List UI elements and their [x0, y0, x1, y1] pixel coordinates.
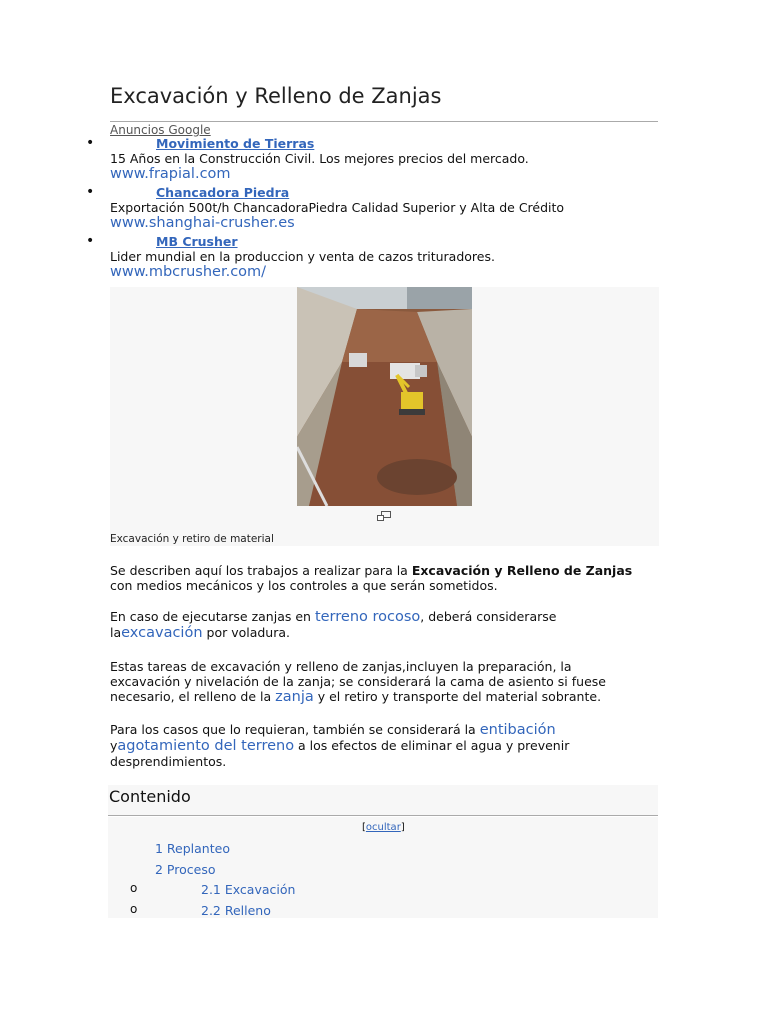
ads-header	[110, 121, 658, 137]
table-of-contents	[108, 817, 658, 918]
figure	[110, 287, 659, 546]
toc-item-excavacion[interactable]: 2.1 Excavación	[201, 882, 296, 897]
toc-toggle: [ocultar]	[362, 822, 405, 833]
link-agotamiento[interactable]: agotamiento del terreno	[117, 738, 295, 754]
ads-header-label[interactable]: Anuncios Google	[110, 123, 211, 137]
text: , deberá considerarse la	[110, 609, 557, 640]
link-entibacion[interactable]: entibación	[479, 722, 556, 738]
page-title: Excavación y Relleno de Zanjas	[110, 84, 442, 108]
text: Estas tareas de excavación y relleno de zanjas,incluyen la preparación, la excavación y nivelación de la zanja; se considerará la cama de asiento si fuese necesario, el relleno de la	[110, 659, 606, 704]
ad-title-link[interactable]: Chancadora Piedra	[156, 185, 290, 200]
text: y	[110, 738, 118, 753]
paragraph	[110, 659, 640, 705]
paragraph	[110, 609, 640, 641]
circle-bullet-icon: o	[130, 881, 138, 895]
paragraph	[110, 563, 640, 593]
text: a los efectos de eliminar el agua y prevenir desprendimientos.	[110, 738, 570, 769]
ad-item	[86, 233, 670, 281]
enlarge-icon[interactable]	[377, 511, 391, 521]
figure-caption: Excavación y retiro de material	[110, 533, 274, 545]
ad-description: 15 Años en la Construcción Civil. Los mejores precios del mercado.	[110, 151, 529, 166]
link-excavacion[interactable]: excavación	[121, 625, 203, 641]
ad-description: Lider mundial en la produccion y venta de cazos trituradores.	[110, 249, 495, 264]
link-terreno-rocoso[interactable]: terreno rocoso	[314, 609, 421, 625]
toc-title: Contenido	[108, 785, 658, 816]
ad-item	[86, 135, 670, 183]
ad-description: Exportación 500t/h ChancadoraPiedra Calidad Superior y Alta de Crédito	[110, 200, 565, 215]
bullet-icon: •	[86, 184, 95, 200]
ad-title-link[interactable]: Movimiento de Tierras	[156, 136, 315, 151]
text: y el retiro y transporte del material sobrante.	[313, 689, 602, 704]
text: En caso de ejecutarse zanjas en	[110, 609, 315, 624]
text: por voladura.	[202, 625, 291, 640]
bullet-icon: •	[86, 135, 95, 151]
ads-list	[86, 135, 670, 283]
ad-item	[86, 184, 670, 232]
ad-url-link[interactable]: www.shanghai-crusher.es	[110, 215, 295, 231]
bullet-icon: •	[86, 233, 95, 249]
paragraph	[110, 722, 640, 769]
bold-text: Excavación y Relleno de Zanjas	[411, 563, 633, 578]
link-zanja[interactable]: zanja	[275, 689, 314, 705]
toc-item-relleno[interactable]: 2.2 Relleno	[201, 903, 271, 918]
excavation-photo[interactable]	[297, 287, 472, 506]
toc-hide-link[interactable]: ocultar	[365, 822, 401, 833]
text: Para los casos que lo requieran, también se considerará la	[110, 722, 480, 737]
ad-url-link[interactable]: www.frapial.com	[110, 166, 231, 182]
toc-item-replanteo[interactable]: 1 Replanteo	[155, 841, 230, 856]
toc-item-proceso[interactable]: 2 Proceso	[155, 862, 216, 877]
ad-title-link[interactable]: MB Crusher	[156, 234, 238, 249]
ad-url-link[interactable]: www.mbcrusher.com/	[110, 264, 267, 280]
text: con medios mecánicos y los controles a que serán sometidos.	[110, 578, 498, 593]
circle-bullet-icon: o	[130, 902, 138, 916]
text: Se describen aquí los trabajos a realizar para la	[110, 563, 412, 578]
